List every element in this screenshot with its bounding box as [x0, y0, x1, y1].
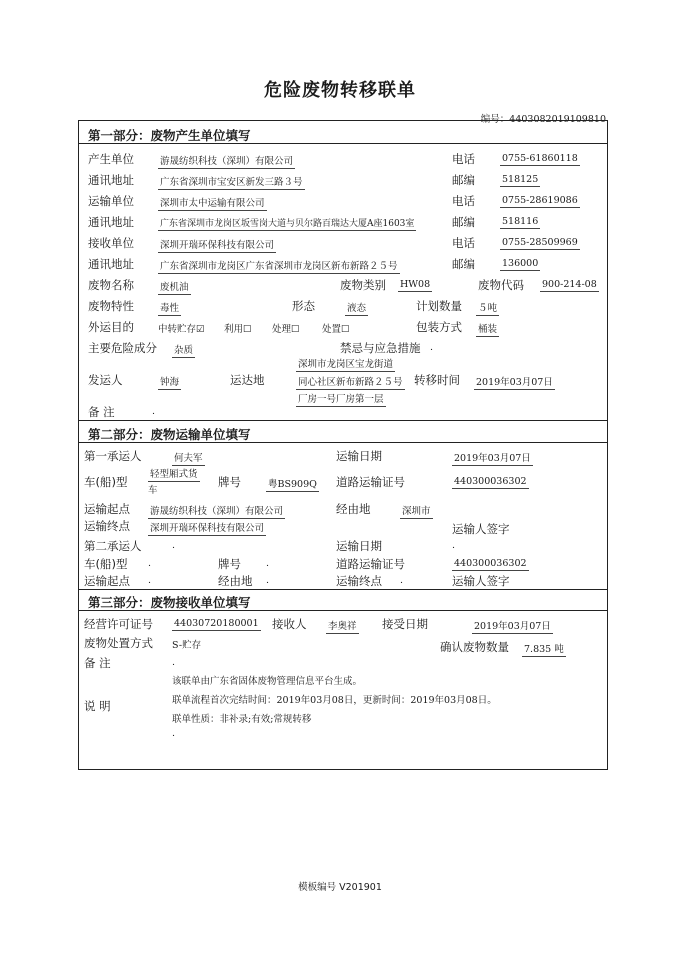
permit-label: 道路运输证号 [336, 475, 405, 489]
waste-category-value: HW08 [400, 279, 431, 290]
transport-date-value: 2019年03月07日 [452, 450, 533, 466]
end-2-label: 运输终点 [336, 574, 382, 588]
permit-2-label: 道路运输证号 [336, 557, 405, 571]
confirm-qty-label: 确认废物数量 [440, 640, 509, 654]
emergency-label: 禁忌与应急措施 [340, 341, 421, 355]
transporter-zip-value: 518116 [502, 216, 539, 227]
danger-label: 主要危险成分 [88, 341, 157, 355]
waste-char-label: 废物特性 [88, 299, 134, 313]
transport-date-2-value: . [452, 540, 456, 551]
via-2-value: . [266, 575, 270, 586]
remark-1-value: . [152, 406, 156, 417]
via-2-label: 经由地 [218, 574, 253, 588]
disposal-method-label: 废物处置方式 [84, 636, 153, 650]
vehicle-type-label: 车(船)型 [84, 475, 128, 489]
pack-value: 桶装 [476, 321, 499, 337]
note-line-1: 该联单由广东省固体废物管理信息平台生成。 [172, 676, 363, 687]
document-number: 编号：4403082019109810 [480, 114, 606, 125]
document-title: 危险废物转移联单 [264, 80, 416, 101]
destination-label: 运达地 [230, 373, 265, 387]
section-2-heading: 第二部分：废物运输单位填写 [88, 427, 251, 442]
purpose-option-transfer-storage: 中转贮存☑ [158, 324, 205, 335]
start-value: 游晟纺织科技（深圳）有限公司 [148, 503, 285, 519]
sender-value: 钟海 [158, 374, 181, 390]
start-2-label: 运输起点 [84, 574, 130, 588]
form-value: 液态 [345, 300, 368, 316]
template-number: 模板编号 V201901 [298, 882, 382, 893]
receiver-zip-value: 136000 [502, 258, 539, 269]
receive-date-value: 2019年03月07日 [472, 618, 553, 634]
start-2-value: . [148, 575, 152, 586]
transporter-tel-value: 0755-28619086 [502, 195, 578, 206]
waste-name-value: 废机油 [158, 279, 191, 295]
destination-line-1: 深圳市龙岗区宝龙街道 [296, 356, 395, 372]
waste-char-value: 毒性 [158, 300, 181, 316]
start-label: 运输起点 [84, 502, 130, 516]
plan-qty-value: ５吨 [476, 300, 499, 316]
transfer-time-value: 2019年03月07日 [474, 374, 555, 390]
transporter-value: 深圳市太中运输有限公司 [158, 195, 267, 211]
license-label: 经营许可证号 [84, 617, 153, 631]
receiver-tel-value: 0755-28509969 [502, 237, 578, 248]
section-3-heading: 第三部分：废物接收单位填写 [88, 595, 251, 610]
producer-addr-label: 通讯地址 [88, 173, 134, 187]
receiver-zip-label: 邮编 [452, 257, 475, 271]
carrier-sign-label: 运输人签字 [452, 522, 510, 536]
carrier-1-label: 第一承运人 [84, 449, 142, 463]
purpose-option-treat: 处理☐ [272, 324, 300, 335]
waste-code-label: 废物代码 [478, 278, 524, 292]
end-label: 运输终点 [84, 519, 130, 533]
remark-3-label: 备 注 [84, 656, 111, 670]
producer-addr-value: 广东省深圳市宝安区新发三路３号 [158, 174, 305, 190]
transporter-addr-value: 广东省深圳市龙岗区坂雪岗大道与贝尔路百瑞达大厦A座1603室 [158, 216, 416, 231]
receiver-addr-label: 通讯地址 [88, 257, 134, 271]
receiver-label: 接收单位 [88, 236, 134, 250]
sender-label: 发运人 [88, 373, 123, 387]
purpose-option-utilize: 利用☐ [224, 324, 252, 335]
vehicle-type-line-1: 轻型厢式货 [148, 466, 200, 482]
plate-value: 粤BS909Q [266, 476, 319, 492]
receiver-tel-label: 电话 [452, 236, 475, 250]
receive-date-label: 接受日期 [382, 617, 428, 631]
transporter-tel-label: 电话 [452, 194, 475, 208]
note-line-4: . [172, 728, 176, 739]
transporter-addr-label: 通讯地址 [88, 215, 134, 229]
carrier-2-sign-label: 运输人签字 [452, 574, 510, 588]
waste-name-label: 废物名称 [88, 278, 134, 292]
waste-category-label: 废物类别 [340, 278, 386, 292]
producer-value: 游晟纺织科技（深圳）有限公司 [158, 153, 295, 169]
via-label: 经由地 [336, 502, 371, 516]
carrier-2-value: . [172, 540, 176, 551]
emergency-value: . [430, 342, 434, 353]
plan-qty-label: 计划数量 [416, 299, 462, 313]
form-label: 形态 [292, 299, 315, 313]
via-value: 深圳市 [400, 503, 433, 519]
producer-zip-value: 518125 [502, 174, 539, 185]
vehicle-type-2-label: 车(船)型 [84, 557, 128, 571]
end-value: 深圳开瑞环保科技有限公司 [148, 520, 266, 536]
transport-date-label: 运输日期 [336, 449, 382, 463]
receiver-value: 深圳开瑞环保科技有限公司 [158, 237, 276, 253]
permit-2-value: 440300036302 [454, 558, 527, 569]
vehicle-type-line-2: 车 [148, 485, 158, 496]
divider [78, 420, 608, 421]
remark-3-value: . [172, 657, 176, 668]
note-line-2: 联单流程首次完结时间：2019年03月08日，更新时间：2019年03月08日。 [172, 695, 497, 706]
vehicle-type-2-value: . [148, 558, 152, 569]
carrier-2-label: 第二承运人 [84, 539, 142, 553]
plate-2-value: . [266, 558, 270, 569]
danger-value: 杂质 [172, 342, 195, 358]
receiver-person-value: 李奥祥 [326, 618, 359, 634]
waste-code-value: 900-214-08 [542, 279, 597, 290]
divider [78, 589, 608, 590]
transfer-time-label: 转移时间 [414, 373, 460, 387]
plate-2-label: 牌号 [218, 557, 241, 571]
receiver-addr-value: 广东省深圳市龙岗区广东省深圳市龙岗区新布新路２５号 [158, 258, 400, 274]
disposal-method-value: S-贮存 [172, 640, 202, 651]
note-label: 说 明 [84, 699, 111, 713]
plate-label: 牌号 [218, 475, 241, 489]
license-value: 44030720180001 [174, 618, 259, 629]
producer-tel-label: 电话 [452, 152, 475, 166]
transport-date-2-label: 运输日期 [336, 539, 382, 553]
transporter-zip-label: 邮编 [452, 215, 475, 229]
receiver-person-label: 接收人 [272, 617, 307, 631]
permit-value: 440300036302 [454, 476, 527, 487]
end-2-value: . [400, 575, 404, 586]
pack-label: 包装方式 [416, 320, 462, 334]
carrier-1-value: 何夫军 [172, 450, 205, 466]
producer-zip-label: 邮编 [452, 173, 475, 187]
note-line-3: 联单性质：非补录;有效;常规转移 [172, 714, 312, 725]
purpose-label: 外运目的 [88, 320, 134, 334]
producer-tel-value: 0755-61860118 [502, 153, 578, 164]
destination-line-2: 同心社区新布新路２５号 [296, 374, 405, 390]
producer-label: 产生单位 [88, 152, 134, 166]
destination-line-3: 厂房一号厂房第一层 [296, 391, 386, 407]
confirm-qty-value: 7.835 吨 [522, 641, 566, 657]
transporter-label: 运输单位 [88, 194, 134, 208]
remark-1-label: 备 注 [88, 405, 115, 419]
section-1-heading: 第一部分：废物产生单位填写 [88, 128, 251, 143]
purpose-option-dispose: 处置☐ [322, 324, 350, 335]
